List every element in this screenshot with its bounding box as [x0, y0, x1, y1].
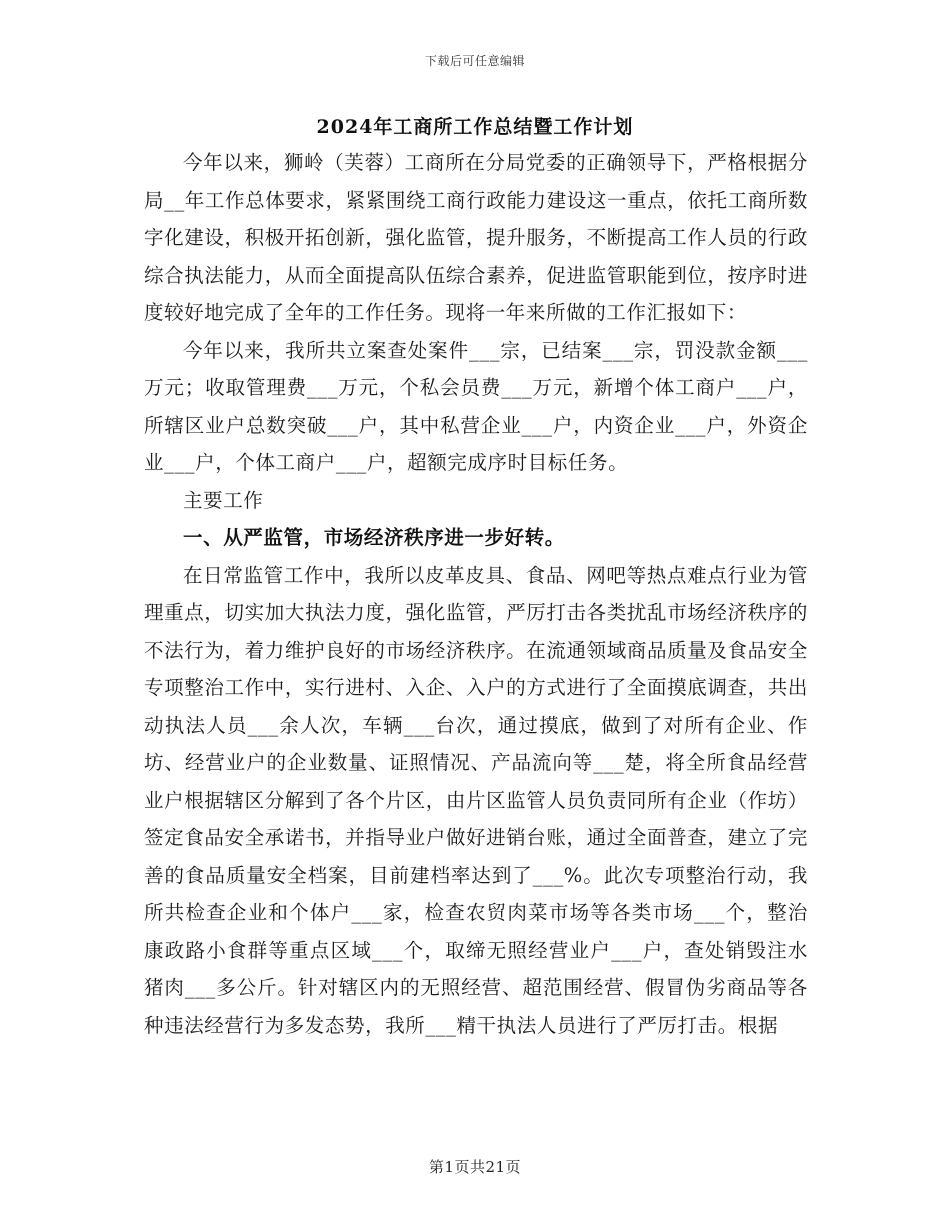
section-heading-1: 一、从严监管，市场经济秩序进一步好转。	[183, 526, 565, 549]
document-title: 2024年工商所工作总结暨工作计划	[316, 116, 634, 138]
page-footer: 第1页共21页	[428, 1158, 522, 1176]
paragraph-supervision: 在日常监管工作中，我所以皮革皮具、食品、网吧等热点难点行业为管理重点，切实加大执法力度，强化监管，严厉打击各类扰乱市场经济秩序的不法行为，着力维护良好的市场经济秩序。在流通领域商品质量及食品安全专项整治工作中，实行进村、入企、入户的方式进行了全面摸底调查，共出动执法人员___余人次，车辆___台次，通过摸底，做到了对所有企业、作坊、经营业户的企业数量、证照情况、产品流向等___楚，将全所食品经营业户根据辖区分解到了各个片区，由片区监管人员负责同所有企业（作坊）签定食品安全承诺书，并指导业户做好进销台账，通过全面普查，建立了完善的食品质量安全档案，目前建档率达到了___%。此次专项整治行动，我所共检查企业和个体户___家，检查农贸肉菜市场等各类市场___个，整治康政路小食群等重点区域___个，取缔无照经营业户___户，查处销毁注水猪肉___多公斤。针对辖区内的无照经营、超范围经营、假冒伪劣商品等各种违法经营行为多发态势，我所___精干执法人员进行了严厉打击。根据	[144, 563, 808, 1037]
paragraph-statistics: 今年以来，我所共立案查处案件___宗，已结案___宗，罚没款金额___万元；收取管理费___万元，个私会员费___万元，新增个体工商户___户，所辖区业户总数突破___户，其中私营企业___户，内资企业___户，外资企业___户，个体工商户___户，超额完成序时目标任务。	[144, 338, 808, 474]
document-body	[144, 144, 808, 1044]
paragraph-intro: 今年以来，狮岭（芙蓉）工商所在分局党委的正确领导下，严格根据分局__年工作总体要求，紧紧围绕工商行政能力建设这一重点，依托工商所数字化建设，积极开拓创新，强化监管，提升服务，不断提高工作人员的行政综合执法能力，从而全面提高队伍综合素养，促进监管职能到位，按序时进度较好地完成了全年的工作任务。现将一年来所做的工作汇报如下：	[144, 151, 808, 324]
header-note: 下载后可任意编辑	[424, 54, 525, 68]
section-label-main-work: 主要工作	[183, 488, 264, 512]
